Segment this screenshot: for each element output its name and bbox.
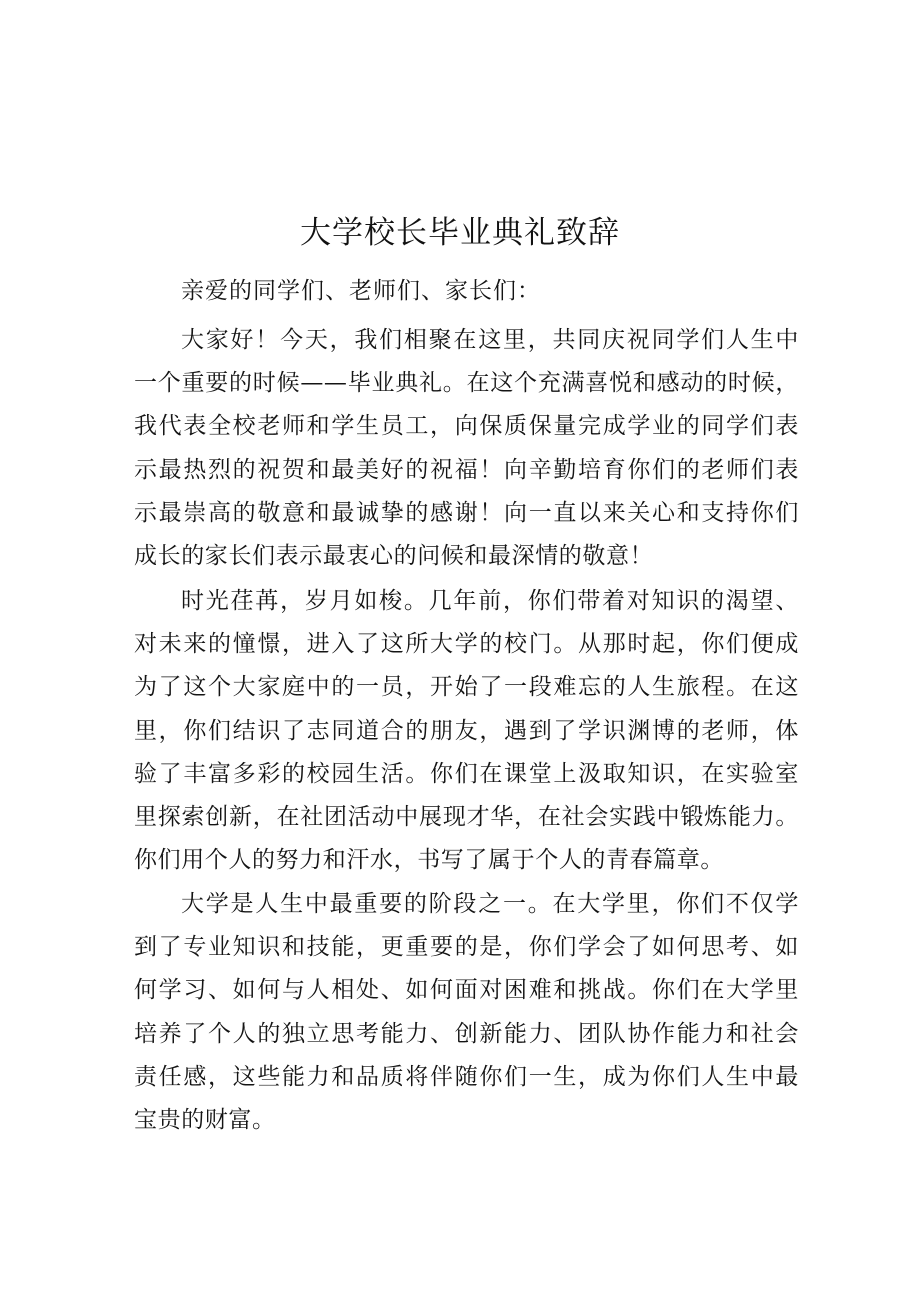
page-title: 大学校长毕业典礼致辞	[300, 215, 620, 251]
paragraph-2: 时光荏苒，岁月如梭。几年前，你们带着对知识的渴望、 对未来的憧憬，进入了这所大学的校门。从那时起，你们便成 为了这个大家庭中的一员，开始了一段难忘的人生旅程。在这 里，你们结识了志同道合的朋友，遇到了学识渊博的老师，体 验了丰富多彩的校园生活。你们在课堂上汲取知识，在实验室 里探索创新，在社团活动中展现才华，在社会实践中锻炼能力。 你们用个人的努力和汗水，书写了属于个人的青春篇章。	[134, 588, 799, 874]
paragraph-3: 大学是人生中最重要的阶段之一。在大学里，你们不仅学 到了专业知识和技能，更重要的是，你们学会了如何思考、如 何学习、如何与人相处、如何面对困难和挑战。你们在大学里 培养了个人的独立思考能力、创新能力、团队协作能力和社会 责任感，这些能力和品质将伴随你们一生，成为你们人生中最 宝贵的财富。	[134, 891, 799, 1134]
paragraph-1: 大家好！今天，我们相聚在这里，共同庆祝同学们人生中 一个重要的时候——毕业典礼。在这个充满喜悦和感动的时候，我代表全校老师和学生员工，向保质保量完成学业的同学们表 示最热烈的祝贺和最美好的祝福！向辛勤培育你们的老师们表 示最崇高的敬意和最诚挚的感谢！向一直以来关心和支持你们 成长的家长们表示最衷心的问候和最深情的敬意！	[134, 327, 799, 570]
salutation: 亲爱的同学们、老师们、家长们：	[181, 278, 541, 304]
